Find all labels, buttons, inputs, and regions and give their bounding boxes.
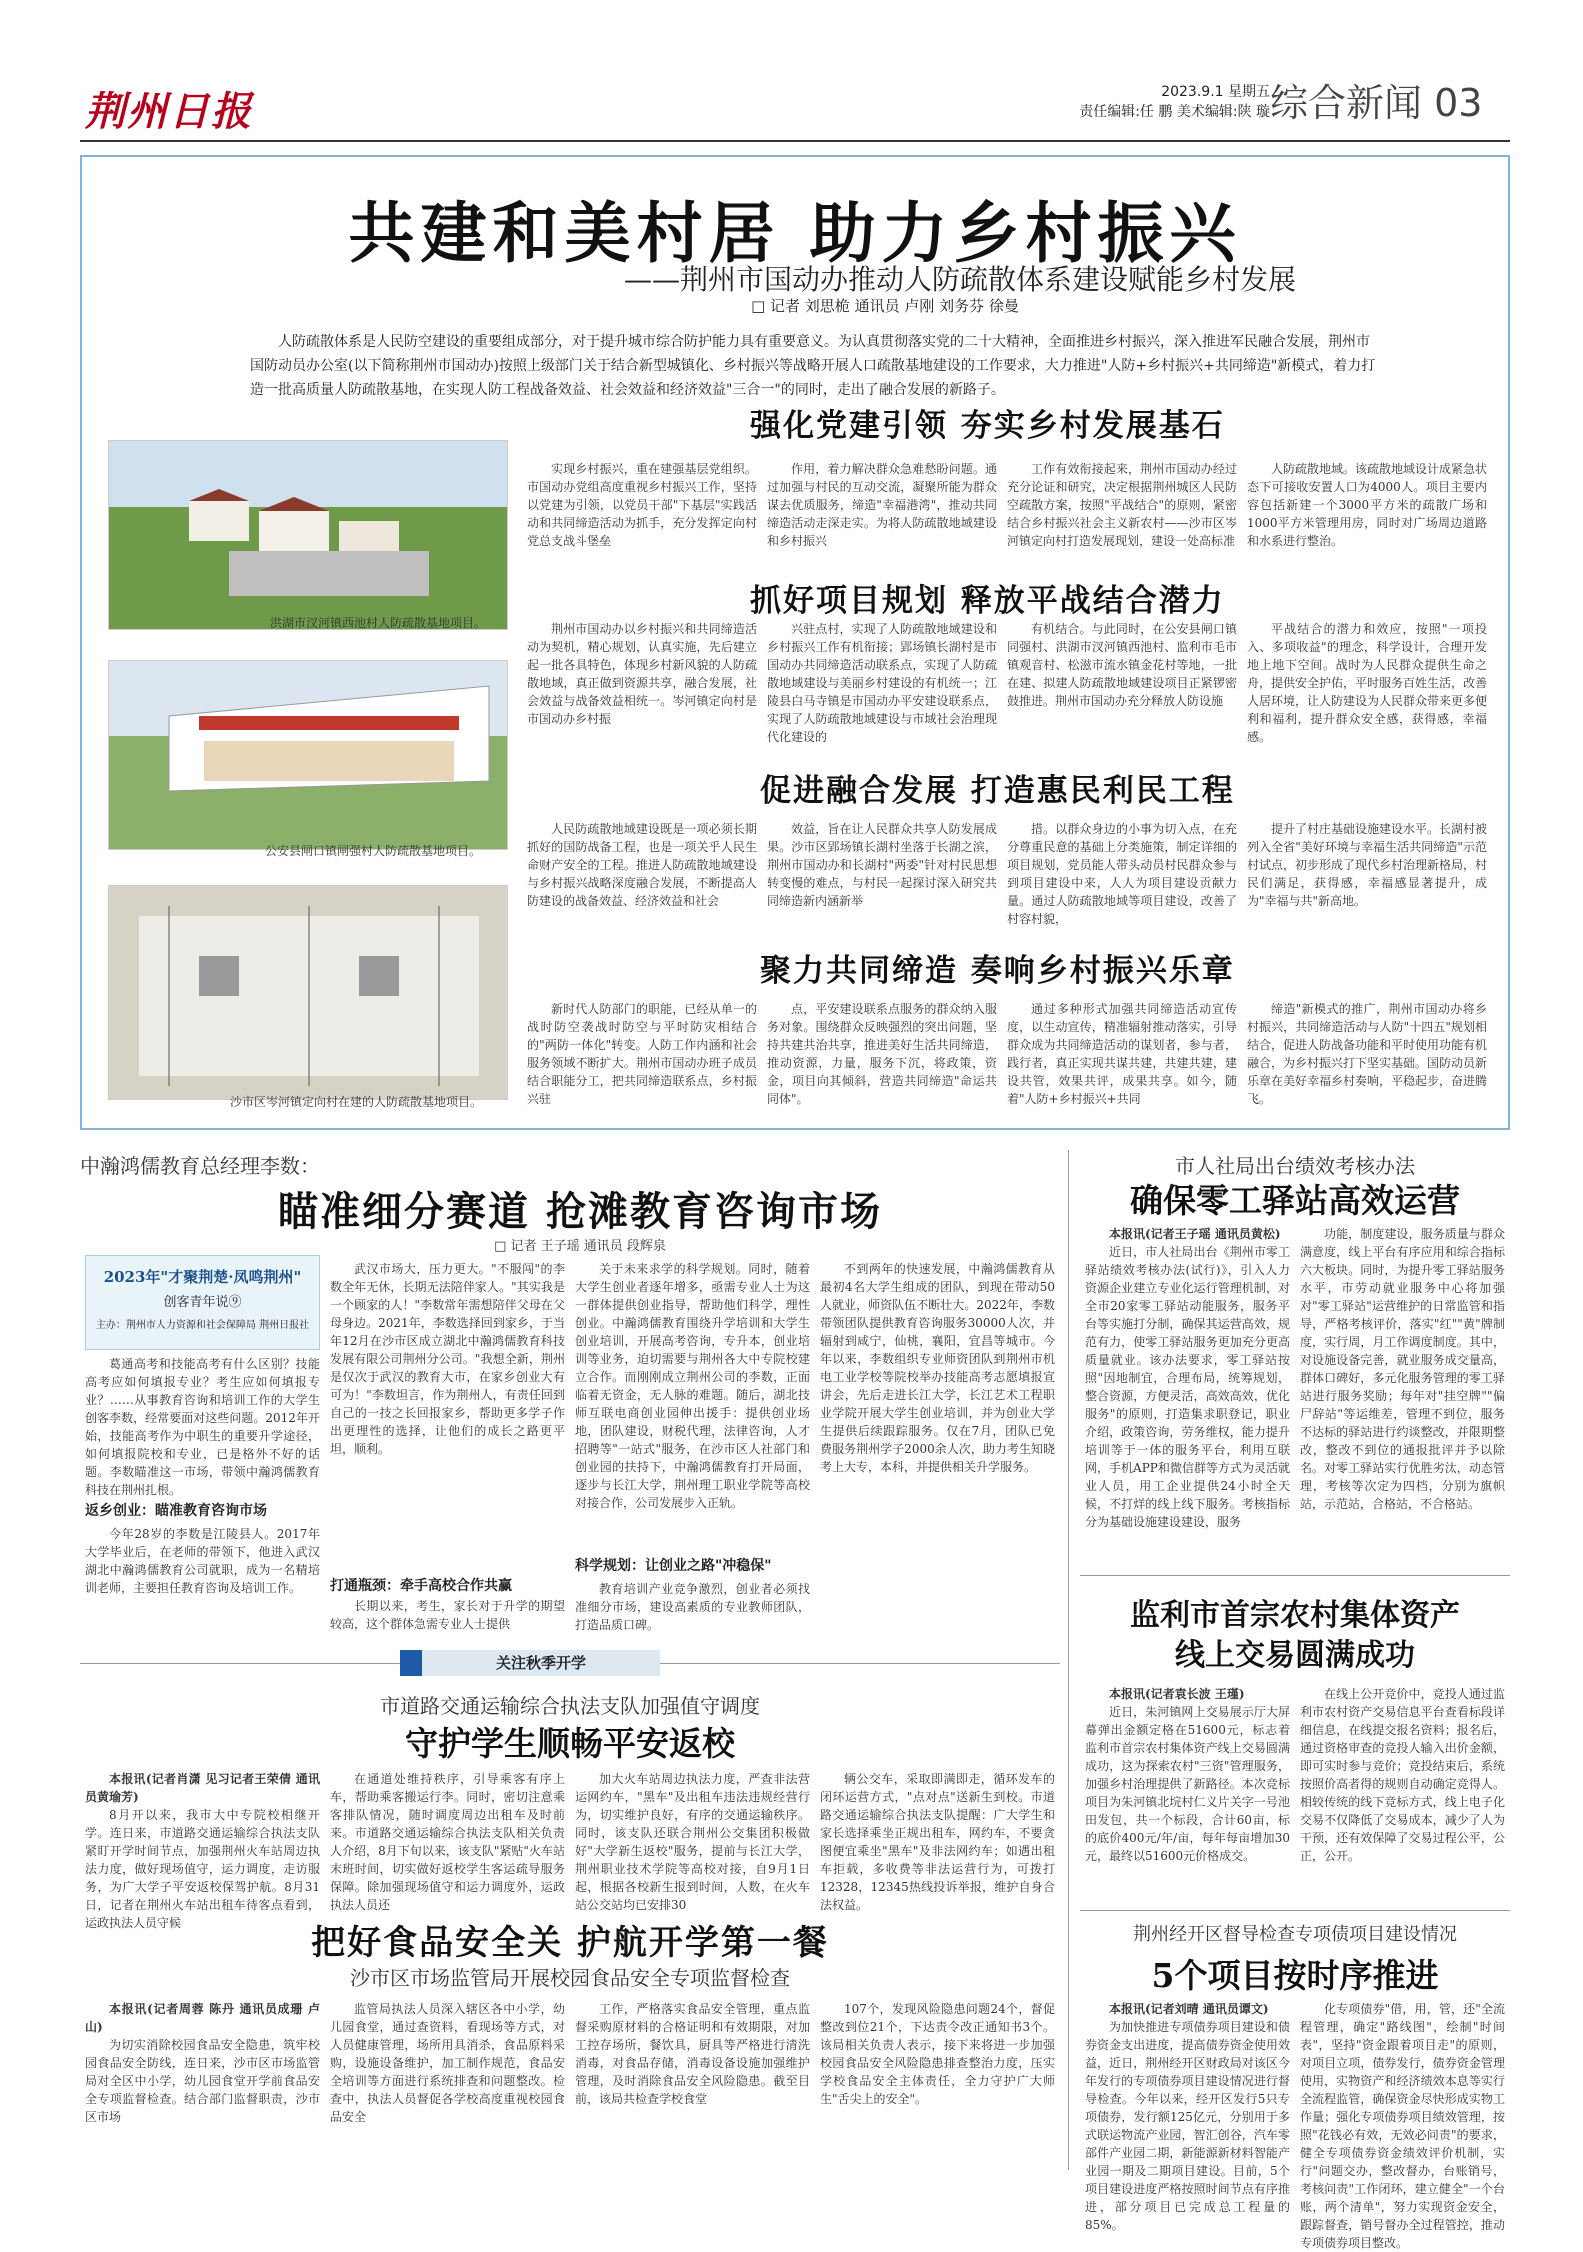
- sec3-col1: 人民防疏散地域建设既是一项必须长期抓好的国防战备工程，也是一项关乎人民生命财产安全的工程。推进人防疏散地域建设与乡村振兴战略深度融合发展，不断提高人防建设的战备效益、经济效益和社会: [527, 822, 757, 908]
- special-a1-headline: 守护学生顺畅平安返校: [405, 1724, 735, 1763]
- box2-lead: 本报讯(记者王子瑶 通讯员黄松): [1109, 1227, 1281, 1241]
- box3-lead: 本报讯(记者袁长波 王瑾): [1109, 1687, 1245, 1701]
- box2-kicker: 市人社局出台绩效考核办法: [1175, 1154, 1415, 1178]
- special-label: 关注秋季开学: [400, 1650, 660, 1676]
- sec4-col1: 新时代人防部门的职能，已经从单一的战时防空袭战时防空与平时防灾相结合的"两防一体化"转变。人防工作内涵和社会服务领域不断扩大。荆州市国动办班子成员结合职能分工，把共同缔造联系点，乡村振兴驻: [527, 1002, 757, 1106]
- special-a2-lead: 本报讯(记者周蓉 陈丹 通讯员成珊 卢山): [85, 2002, 320, 2034]
- column-divider: [1068, 1150, 1069, 2170]
- section-heading-3: 促进融合发展 打造惠民利民工程: [760, 773, 1235, 809]
- photo-dingxiang-drawing: [109, 886, 509, 1101]
- sec2-col1: 荆州市国动办以乡村振兴和共同缔造活动为契机，精心规划，认真实施，先后建立起一批各具特色，体现乡村新风貌的人防疏散地域，真正做到资源共享，融合发展，社会效益与战备效益相统一。岑河镇定向村是市国动办乡村振: [527, 622, 757, 726]
- article1-col2b: 长期以来，考生，家长对于升学的期望较高，这个群体急需专业人士提供: [330, 1599, 565, 1631]
- special-a2-col3: 工作，严格落实食品安全管理，重点监督采购原材料的合格证明和有效期限，对加工控存场所，餐饮具，厨具等严格进行清洗消毒，对食品存储，消毒设备设施加强维护管理，及时消除食品安全风险隐患。截至目前，该局共检查学校食堂: [575, 2002, 810, 2106]
- photo-xichi-village: [108, 440, 508, 630]
- article1-sub2: 打通瓶颈：牵手高校合作共赢: [330, 1578, 512, 1594]
- editors: 责任编辑:任 鹏 美术编辑:陕 璇: [1079, 104, 1270, 120]
- special-a2-kicker: 沙市区市场监管局开展校园食品安全专项监督检查: [350, 1966, 790, 1990]
- feature-headline: 共建和美村居 助力乡村振兴: [348, 194, 1242, 272]
- sec3-col3: 措。以群众身边的小事为切入点，在充分尊重民意的基础上分类施策，制定详细的项目规划，党员能人带头动员村民群众参与到项目建设中来，人人为项目建设贡献力量。通过人防疏散地域等项目建设，改善了村容村貌，: [1007, 822, 1237, 926]
- special-a1-kicker: 市道路交通运输综合执法支队加强值守调度: [380, 1694, 760, 1718]
- article1-kicker: 中瀚鸿儒教育总经理李数：: [80, 1154, 320, 1178]
- special-a1-col3: 加大火车站周边执法力度，严查非法营运网约车，"黑车"及出租车违法违规经营行为，切实维护良好，有序的交通运输秩序。同时，该支队还联合荆州公交集团积极做好"大学新生返校"服务，提前与长江大学，荆州职业技术学院等高校对接，自9月1日起，根据各校新生报到时间，人数，在火车站公交站均已安排30: [575, 1772, 810, 1912]
- article1-col4: 不到两年的快速发展，中瀚鸿儒教育从最初4名大学生组成的团队，到现在带动50人就业，师资队伍不断壮大。2022年，李数带领团队提供教育咨询服务30000人次，并辐射到咸宁，仙桃，襄阳，宜昌等城市。今年以来，李数组织专业师资团队到荆州市机电工业学校等院校举办技能高考志愿填报宣讲会，先后走进长江大学，长江艺术工程职业学院开展大学生创业培训，并为创业大学生提供后续跟踪服务。仅在7月，团队已免费服务荆州学子2000余人次，助力考生知晓考上大专，本科，并提供相关升学服务。: [820, 1262, 1055, 1474]
- box3-divider: [1080, 1910, 1510, 1911]
- article1-col1a: 葛通高考和技能高考有什么区别？技能高考应如何填报专业？考生应如何填报专业？……从事教育咨询和培训工作的大学生创客李数，经常要面对这些问题。2012年开始，技能高考作为中职生的重要升学途径，如何填报院校和专业，已是格外不好的话题。李数瞄准这一市场，带领中瀚鸿儒教育科技在荆州扎根。: [85, 1357, 320, 1497]
- box2-divider: [1080, 1575, 1510, 1576]
- box2-col1: 近日，市人社局出台《荆州市零工驿站绩效考核办法(试行)》，引入人力资源企业建立专业化运行管理机制，对全市20家零工驿站动能服务，服务平台等实施打分制，确保其运营高效，规范有力，使零工驿站服务更加充分更高质量就业。该办法要求，零工驿站按照"因地制宜，合理布局，统筹规划，整合资源，方便灵活，高效高效，优化服务"的原则，打造集求职登记，职业介绍，政策咨询，劳务维权，能力提升培训等于一体的服务平台，利用互联网，手机APP和微信群等方式为灵活就业人员，用工企业提供24小时全天候，不打烊的线上线下服务。考核指标分为基础设施建设建设，服务: [1085, 1245, 1290, 1529]
- banner-box: [85, 1255, 320, 1350]
- section-heading-2: 抓好项目规划 释放平战结合潜力: [750, 583, 1225, 619]
- article1-headline: 瞄准细分赛道 抢滩教育咨询市场: [278, 1188, 882, 1235]
- sec1-col2: 作用，着力解决群众急难愁盼问题。通过加强与村民的互动交流，凝聚所能为群众谋去优质服务，缔造"幸福港湾"，推动共同缔造活动走深走实。为将人防疏散地域建设和乡村振兴: [767, 462, 997, 548]
- box3-col2: 在线上公开竞价中，竞投人通过监利市农村资产交易信息平台查看标段详细信息，在线提交报名资料；报名后，通过资格审查的竞投人输入出价金额，即可实时参与竞价；竞投结束后，系统按照价高者得的规则自动确定竞得人。相较传统的线下竞标方式，线上电子化交易不仅降低了交易成本，减少了人为干预，还有效保障了交易过程公平，公正，公开。: [1300, 1687, 1505, 1863]
- special-a1-col1: 8月开以来，我市大中专院校相继开学。连日来，市道路交通运输综合执法支队紧盯开学时间节点，加强荆州火车站周边执法力度，做好现场值守，运力调度，走访服务，为广大学子平安返校保驾护航。8月31日，记者在荆州火车站出租车待客点看到，运政执法人员守候: [85, 1808, 320, 1930]
- article1-col2: 武汉市场大，压力更大。"不服闯"的李数全年无休，长期无法陪伴家人。"其实我是一个顾家的人！"李数常年需想陪伴父母在父母身边。2021年，李数选择回到家乡，于当年12月在沙市区成立湖北中瀚鸿儒教育科技发展有限公司荆州分公司。"我想全新，荆州是仅次于武汉的教育大市，在家乡创业大有可为！"李数坦言，作为荆州人，有责任回到自己的一技之长回报家乡，帮助更多学子作出更理性的选择，让他们的成长之路更平坦，顺利。: [330, 1262, 565, 1456]
- banner-line2: 创客青年说⑨: [163, 1295, 242, 1310]
- masthead: 荆州日报: [85, 88, 253, 135]
- photo-xichi-drawing: [109, 441, 509, 631]
- photo-dingxiang-village: [108, 885, 508, 1100]
- sec4-col2: 点，平安建设联系点服务的群众纳入服务对象。围绕群众反映强烈的突出问题，坚持共建共治共享，推进美好生活共同缔造，推动资源，力量，服务下沉，将政策，资金，项目向其倾斜，营造共同缔造"命运共同体"。: [767, 1002, 997, 1106]
- sec2-col3: 有机结合。与此同时，在公安县闸口镇同强村、洪湖市汊河镇西池村、监利市毛市镇观音村、松滋市流水镇金花村等地，一批在建、拟建人防疏散地域建设项目正紧锣密鼓推进。荆州市国动办充分释放人防设施: [1007, 622, 1237, 708]
- photo-caption-3: 沙市区岑河镇定向村在建的人防疏散基地项目。: [230, 1095, 483, 1109]
- sec3-col4: 提升了村庄基础设施建设水平。长湖村被列入全省"美好环境与幸福生活共同缔造"示范村试点，初步形成了现代乡村治理新格局，村民们满足，获得感，幸福感显著提升，成为"幸福与共"新高地。: [1247, 822, 1488, 908]
- article1-byline: □ 记者 王子瑶 通讯员 段辉泉: [494, 1239, 666, 1254]
- special-a1-col2: 在通道处维持秩序，引导乘客有序上车，帮助乘客搬运行李。同时，密切注意乘客排队情况，随时调度周边出租车及时前来。市道路交通运输综合执法支队相关负责人介绍，8月下旬以来，该支队"紧贴"火车站末班时间，切实做好返校学生客运疏导服务保障。除加强现场值守和运力调度外，运政执法人员还: [330, 1772, 565, 1912]
- special-a2-col2: 监管局执法人员深入辖区各中小学，幼儿园食堂，通过查资料，看现场等方式，对人员健康管理，场所用具消杀，食品原料采购，设施设备维护，加工制作规范，食品安全培训等方面进行系统排查和问题整改。检查中，执法人员督促各学校高度重视校园食品安全: [330, 2002, 565, 2124]
- feature-lead: 人防疏散体系是人民防空建设的重要组成部分，对于提升城市综合防护能力具有重要意义。为认真贯彻落实党的二十大精神，全面推进乡村振兴，深入推进军民融合发展，荆州市国防动员办公室(以下简称荆州市国动办)按照上级部门关于结合新型城镇化、乡村振兴等战略开展人口疏散基地建设的工作要求，大力推进"人防+乡村振兴+共同缔造"新模式，着力打造一批高质量人防疏散基地，在实现人防工程战备效益、社会效益和经济效益"三合一"的同时，走出了融合发展的新路子。: [250, 334, 1376, 398]
- sec1-col4: 人防疏散地域。该疏散地域设计成紧急状态下可接收安置人口为4000人。项目主要内容包括新建一个3000平方米的疏散广场和1000平方米管理用房，同时对广场周边道路和水系进行整治。: [1247, 462, 1488, 548]
- box4-col1: 为加快推进专项债券项目建设和债券资金支出进度，提高债券资金使用效益，近日，荆州经开区财政局对该区今年发行的专项债券项目建设情况进行督导检查。今年以来，经开区发行5只专项债券，发行额125亿元，分别用于多式联运物流产业园，智汇创谷，汽车零部件产业园二期，新能源新材料智能产业园一期及二期项目建设。目前，5个项目建设进度严格按照时间节点有序推进，部分项目已完成总工程量的85%。: [1085, 2020, 1290, 2232]
- special-a2-headline: 把好食品安全关 护航开学第一餐: [311, 1923, 829, 1963]
- sec2-col4: 平战结合的潜力和效应，按照"一项投入、多项收益"的理念，科学设计，合理开发地上地下空间。战时为人民群众提供生命之舟，提供安全护佑，平时服务百姓生活，改善人居环境，让人防建设为人民群众带来更多便利和福利，提升群众安全感，获得感，幸福感。: [1247, 622, 1488, 744]
- box4-lead: 本报讯(记者刘晴 通讯员谭文): [1109, 2002, 1269, 2016]
- box3-headline1: 监利市首宗农村集体资产: [1130, 1598, 1460, 1633]
- photo-caption-1: 洪湖市汊河镇西池村人防疏散基地项目。: [270, 616, 487, 630]
- top-rule: [80, 140, 1510, 142]
- section-title: 综合新闻 03: [1270, 81, 1483, 125]
- feature-byline: □ 记者 刘思桅 通讯员 卢刚 刘务芬 徐曼: [751, 297, 1019, 315]
- special-rule-right: [660, 1663, 1060, 1664]
- photo-zhaqiang-village: [108, 660, 508, 850]
- special-a1-lead: 本报讯(记者肖潇 见习记者王荣倩 通讯员黄瑜芳): [85, 1772, 320, 1804]
- issue-meta: [1030, 82, 1270, 122]
- article1-col3: 关于未来求学的科学规划。同时，随着大学生创业者逐年增多，亟需专业人士为这一群体提供创业指导，帮助他们科学，理性创业。中瀚鸿儒教育围绕升学培训和大学生创业培训，开展高考咨询，专升本，创业培训等业务，迫切需要与荆州各大中专院校建立合作。而刚刚成立荆州公司的李数，正面临着无资金，无人脉的难题。随后，湖北技师互联电商创业园伸出援手：提供创业场地，团队建设，财税代理，法律咨询，人才招聘等"一站式"服务，在沙市区人社部门和创业园的扶持下，中瀚鸿儒教育打开局面，逐步与长江大学，荆州理工职业学院等高校对接合作，公司发展步入正轨。: [575, 1262, 810, 1510]
- special-a2-col1: 为切实消除校园食品安全隐患，筑牢校园食品安全防线，连日来，沙市区市场监管局对全区中小学，幼儿园食堂开学前食品安全专项监督检查。结合部门监督职责，沙市区市场: [85, 2038, 320, 2124]
- box3-col1: 近日，朱河镇网上交易展示厅大屏幕弹出金额定格在51600元，标志着监利市首宗农村集体资产线上交易圆满成功，这为探索农村"三资"管理服务，加强乡村治理提供了新路径。本次竞标项目为朱河镇北垸村仁义片关字一号池田发包，共一个标段，合计60亩，标的底价400元/年/亩，每年每亩增加30元，最终以51600元价格成交。: [1085, 1705, 1290, 1863]
- box2-headline: 确保零工驿站高效运营: [1130, 1181, 1460, 1220]
- sec2-col2: 兴驻点村，实现了人防疏散地域建设和乡村振兴工作有机衔接；郢场镇长湖村是市国动办共同缔造活动联系点，实现了人防疏散地域建设与美丽乡村建设的有机统一；江陵县白马寺镇是市国动办平安建设联系点，实现了人防疏散地域建设与市域社会治理现代化建设的: [767, 622, 997, 744]
- sec4-col4: 缔造"新模式的推广，荆州市国动办将乡村振兴，共同缔造活动与人防"十四五"规划相结合，促进人防战备功能和平时使用功能有机融合，为乡村振兴打下坚实基础。国防动员新乐章在美好幸福乡村奏响，平稳起步，奋进腾飞。: [1247, 1002, 1488, 1106]
- special-rule-left: [80, 1663, 400, 1664]
- feature-subtitle: ——荆州市国动办推动人防疏散体系建设赋能乡村发展: [623, 263, 1296, 296]
- issue-date: 2023.9.1 星期五: [1161, 84, 1270, 100]
- box2-col2: 功能，制度建设，服务质量与群众满意度，线上平台有序应用和综合指标六大板块。同时，为提升零工驿站服务水平，市劳动就业服务中心将加强对"零工驿站"运营维护的日常监管和指导，严格考核评价，落实"红""黄"牌制度，实行周，月工作调度制度。其中，对设施设备完善，就业服务成交量高，群体口碑好，多元化服务管理的零工驿站进行服务奖励；每年对"挂空牌""偏尸辞站"等运维差，管理不到位，服务不达标的驿站进行约谈整改，并限期整改，整改不到位的通报批评并予以除名。对零工驿站实行优胜劣汰，动态管理，考核等次定为四档，分别为旗帜站，示范站，合格站，不合格站。: [1300, 1227, 1505, 1511]
- article1-sub1: 返乡创业：瞄准教育咨询市场: [85, 1503, 267, 1519]
- photo-caption-2: 公安县闸口镇闸强村人防疏散基地项目。: [265, 844, 482, 858]
- special-a2-col4: 107个，发现风险隐患问题24个，督促整改到位21个，下达责令改正通知书3个。该局相关负责人表示，接下来将进一步加强校园食品安全风险隐患排查整治力度，压实学校食品安全主体责任，全力守护广大师生"舌尖上的安全"。: [820, 2002, 1055, 2106]
- photo-zhaqiang-drawing: [109, 661, 509, 851]
- banner-line1: 2023年"才聚荆楚·凤鸣荆州": [103, 1268, 302, 1286]
- special-a1-col4: 辆公交车，采取即满即走，循环发车的闭环运营方式，"点对点"送新生到校。市道路交通运输综合执法支队提醒：广大学生和家长选择乘坐正规出租车，网约车，不要贪图便宜乘坐"黑车"及非法网约车；如遇出租车拒载，多收费等非法运营行为，可拨打12328，12345热线投诉举报，维护自身合法权益。: [820, 1772, 1055, 1912]
- box4-headline: 5个项目按时序推进: [1151, 1956, 1439, 1995]
- sec3-col2: 效益，旨在让人民群众共享人防发展成果。沙市区郢场镇长湖村坐落于长湖之滨，荆州市国动办和长湖村"两委"针对村民思想转变慢的难点，与村民一起探讨深入研究共同缔造新内涵新举: [767, 822, 997, 908]
- box4-col2: 化专项债券"借，用，管，还"全流程管理，确定"路线图"，绘制"时间表"，坚持"资金跟着项目走"的原则，对项目立项，债券发行，债券资金管理使用，实物资产和经济绩效本息等实行全流程监管，确保资金尽快形成实物工作量；强化专项债券项目绩效管理，按照"花钱必有效，无效必问责"的要求，健全专项债券资金绩效评价机制，实行"问题交办，整改督办，台账销号，考核问责"工作闭环，建立健全"一个台账，两个清单"，努力实现资金安全，跟踪督查，销号督办全过程管控，推动专项债券项目整改。: [1300, 2002, 1505, 2250]
- box4-kicker: 荆州经开区督导检查专项债项目建设情况: [1133, 1924, 1457, 1945]
- article1-sub3: 科学规划：让创业之路"冲稳保": [575, 1558, 772, 1574]
- sec1-col1: 实现乡村振兴，重在建强基层党组织。市国动办党组高度重视乡村振兴工作，坚持以党建为引领，以党员干部"下基层"实践活动和共同缔造活动为抓手，充分发挥定向村党总支战斗堡垒: [527, 462, 757, 548]
- box3-headline2: 线上交易圆满成功: [1175, 1638, 1415, 1673]
- sec4-col3: 通过多种形式加强共同缔造活动宣传度，以生动宣传，精准辐射推动落实，引导群众成为共同缔造活动的谋划者，参与者，践行者，真正实现共谋共建，共建共建，建设共管，效果共评，成果共享。如今，随着"人防+乡村振兴+共同: [1007, 1002, 1237, 1106]
- section-heading-1: 强化党建引领 夯实乡村发展基石: [750, 408, 1225, 444]
- article1-col3b: 教育培训产业竞争激烈，创业者必须找准细分市场，建设高素质的专业教师团队，打造品质口碑。: [575, 1582, 810, 1632]
- sec1-col3: 工作有效衔接起来，荆州市国动办经过充分论证和研究，决定根据荆州城区人民防空疏散方案，按照"平战结合"的原则，紧密结合乡村振兴社会主义新农村——沙市区岑河镇定向村打造发展现划，建设一处高标准: [1007, 462, 1237, 548]
- article1-col1b: 今年28岁的李数是江陵县人。2017年大学毕业后，在老师的带领下，他进入武汉湖北中瀚鸿儒教育公司就职，成为一名精培训老师，主要担任教育咨询及培训工作。: [85, 1527, 320, 1595]
- section-heading-4: 聚力共同缔造 奏响乡村振兴乐章: [760, 953, 1235, 989]
- banner-line3: 主办：荆州市人力资源和社会保障局 荆州日报社: [95, 1320, 310, 1331]
